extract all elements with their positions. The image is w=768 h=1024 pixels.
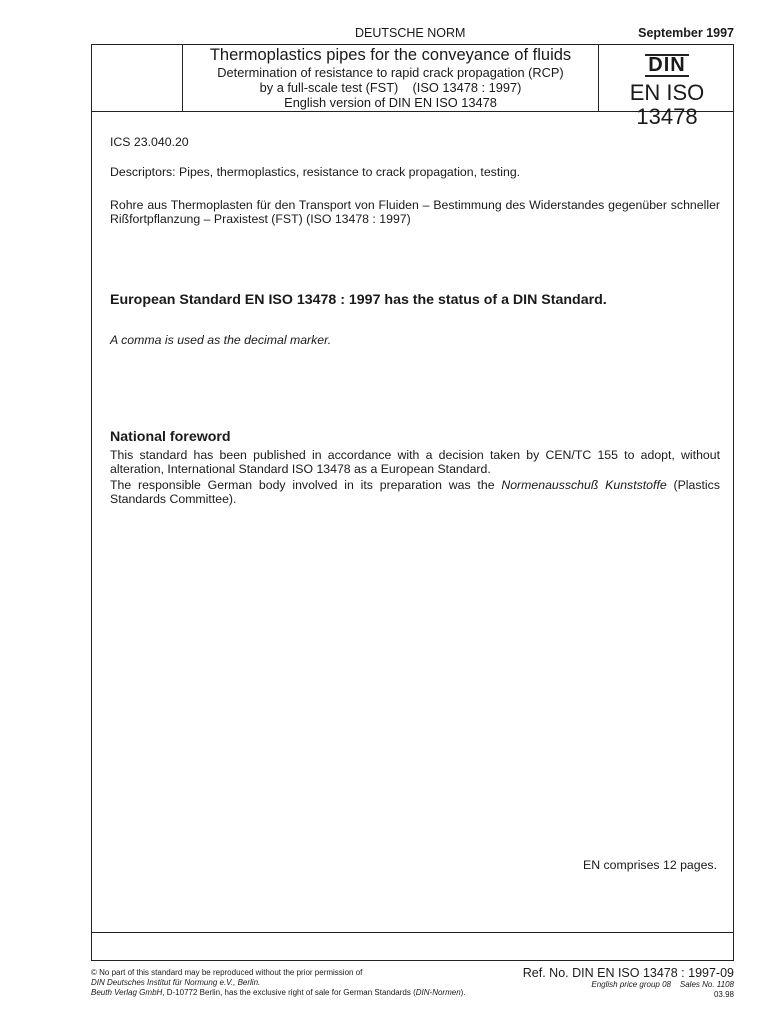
foreword-paragraph-1: This standard has been published in accordance with a decision taken by CEN/TC 155 to adopt, without alteration, International Standard ISO 13478 as a European Standard.	[110, 448, 720, 476]
german-title: Rohre aus Thermoplasten für den Transport von Fluiden – Bestimmung des Widerstandes gegenüber schneller Rißfortpflanzung – Praxistest (FST) (ISO 13478 : 1997)	[110, 198, 720, 226]
copyright-line-3	[91, 988, 466, 998]
subtitle-line-3: English version of DIN EN ISO 13478	[284, 95, 497, 110]
header-box	[91, 44, 734, 129]
sales-number: Sales No. 1108	[679, 980, 734, 989]
foreword-paragraph-2	[110, 478, 720, 506]
price-group: English price group 08	[591, 980, 671, 989]
decimal-marker-note: A comma is used as the decimal marker.	[110, 333, 332, 347]
din-normen-label: DIN-Normen	[415, 988, 461, 997]
copyright-line-3-text: , D-10772 Berlin, has the exclusive right of sale for German Standards (	[162, 988, 416, 997]
reference-block	[523, 966, 734, 1000]
status-statement: European Standard EN ISO 13478 : 1997 has the status of a DIN Standard.	[110, 292, 607, 308]
reference-number: Ref. No. DIN EN ISO 13478 : 1997-09	[522, 966, 734, 980]
top-line	[0, 26, 768, 42]
subtitle-line-1: Determination of resistance to rapid crack propagation (RCP)	[217, 65, 564, 80]
content-box	[91, 112, 734, 961]
standard-id-block	[599, 45, 735, 129]
foreword-p2-tail: (Plastics Standards Committee).	[110, 478, 720, 506]
publication-date: September 1997	[638, 26, 734, 40]
copyright-line-1: © No part of this standard may be reproduced without the prior permission of	[91, 968, 363, 977]
price-sales-line	[523, 980, 734, 990]
descriptors: Descriptors: Pipes, thermoplastics, resistance to crack propagation, testing.	[110, 165, 521, 179]
copyright-line-3-end: ).	[460, 988, 466, 997]
copyright-notice	[91, 968, 466, 998]
document-series: DEUTSCHE NORM	[355, 26, 466, 40]
header-empty-cell	[92, 45, 183, 111]
title-block	[183, 45, 599, 111]
committee-name: Normenausschuß Kunststoffe	[501, 478, 667, 492]
edition-date: 03.98	[713, 990, 734, 999]
copyright-line-2: DIN Deutsches Institut für Normung e.V., Berlin.	[91, 978, 261, 987]
bottom-divider	[92, 932, 733, 933]
page-count: EN comprises 12 pages.	[583, 858, 717, 872]
foreword-p2-text: The responsible German body involved in its preparation was the	[110, 478, 502, 492]
standard-number: EN ISO 13478	[629, 80, 705, 129]
din-logo: DIN	[645, 54, 688, 77]
document-title: Thermoplastics pipes for the conveyance of fluids	[209, 46, 572, 64]
publisher-name: Beuth Verlag GmbH	[91, 988, 163, 997]
national-foreword-heading: National foreword	[110, 429, 231, 445]
ics-code: ICS 23.040.20	[110, 135, 189, 149]
subtitle-line-2: by a full-scale test (FST) (ISO 13478 : 1997)	[259, 80, 522, 95]
